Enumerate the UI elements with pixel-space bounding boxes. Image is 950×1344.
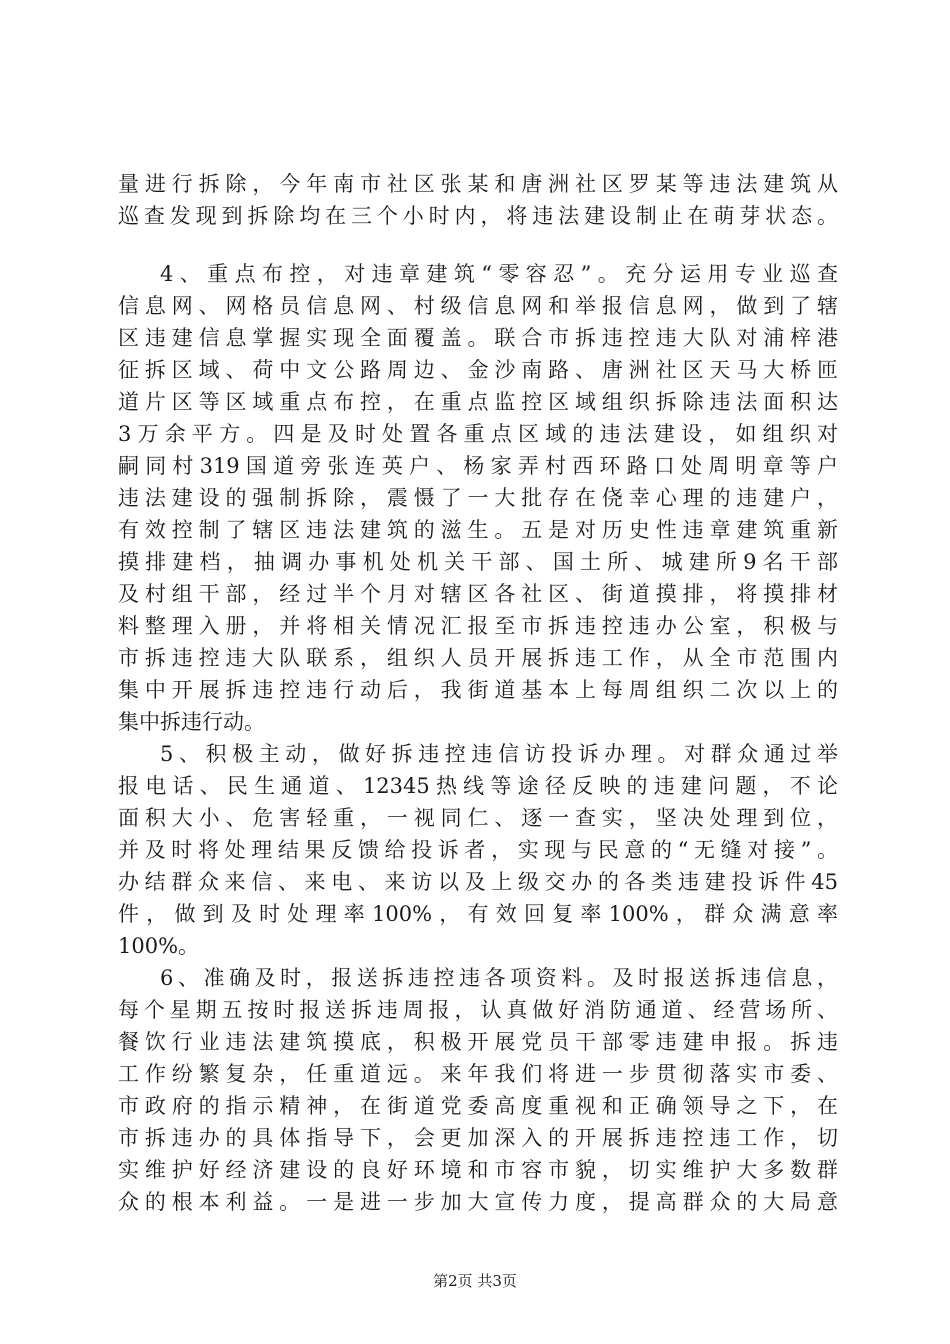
text-line: 市拆违控违大队联系，组织人员开展拆违工作，从全市范围内 [118,646,838,670]
text-line: 量进行拆除，今年南市社区张某和唐洲社区罗某等违法建筑从 [118,172,838,196]
text-line: 众的根本利益。一是进一步加大宣传力度，提高群众的大局意 [118,1190,838,1214]
text-line: 摸排建档，抽调办事机处机关干部、国土所、城建所9名干部 [118,550,838,574]
text-line: 每个星期五按时报送拆违周报，认真做好消防通道、经营场所、 [118,998,838,1022]
text-line: 件，做到及时处理率100%，有效回复率100%，群众满意率 [118,902,838,926]
text-line: 巡查发现到拆除均在三个小时内，将违法建设制止在萌芽状态。 [118,204,838,228]
text-line: 报电话、民生通道、12345热线等途径反映的违建问题，不论 [118,774,838,798]
text-line: 征拆区域、荷中文公路周边、金沙南路、唐洲社区天马大桥匝 [118,358,838,382]
text-line: 工作纷繁复杂，任重道远。来年我们将进一步贯彻落实市委、 [118,1062,838,1086]
text-line: 实维护好经济建设的良好环境和市容市貌，切实维护大多数群 [118,1158,838,1182]
text-line: 100%。 [118,934,200,958]
text-line: 料整理入册，并将相关情况汇报至市拆违控违办公室，积极与 [118,614,838,638]
text-line: 餐饮行业违法建筑摸底，积极开展党员干部零违建申报。拆违 [118,1030,838,1054]
paragraph-gap [118,232,838,258]
text-line: 区违建信息掌握实现全面覆盖。联合市拆违控违大队对浦梓港 [118,326,838,350]
text-line: 6、准确及时，报送拆违控违各项资料。及时报送拆违信息， [160,966,838,990]
text-line: 3万余平方。四是及时处置各重点区域的违法建设，如组织对 [118,422,838,446]
text-line: 5、积极主动，做好拆违控违信访投诉办理。对群众通过举 [160,742,838,766]
text-line: 并及时将处理结果反馈给投诉者，实现与民意的“无缝对接”。 [118,838,838,862]
text-line: 有效控制了辖区违法建筑的滋生。五是对历史性违章建筑重新 [118,518,838,542]
text-line: 面积大小、危害轻重，一视同仁、逐一查实，坚决处理到位， [118,806,838,830]
text-line: 道片区等区域重点布控，在重点监控区域组织拆除违法面积达 [118,390,838,414]
text-line: 办结群众来信、来电、来访以及上级交办的各类违建投诉件45 [118,870,838,894]
text-line: 市拆违办的具体指导下，会更加深入的开展拆违控违工作，切 [118,1126,838,1150]
text-line: 集中拆违行动。 [118,710,265,734]
text-line: 嗣同村319国道旁张连英户、杨家弄村西环路口处周明章等户 [118,454,838,478]
document-body [118,168,838,1218]
text-line: 4、重点布控，对违章建筑“零容忍”。充分运用专业巡查 [160,262,838,286]
text-line: 集中开展拆违控违行动后，我街道基本上每周组织二次以上的 [118,678,838,702]
text-line: 市政府的指示精神，在街道党委高度重视和正确领导之下，在 [118,1094,838,1118]
page-number-footer: 第2页 共3页 [433,1272,517,1290]
text-line: 违法建设的强制拆除，震慑了一大批存在侥幸心理的违建户， [118,486,838,510]
text-line: 及村组干部，经过半个月对辖区各社区、街道摸排，将摸排材 [118,582,838,606]
text-line: 信息网、网格员信息网、村级信息网和举报信息网，做到了辖 [118,294,838,318]
